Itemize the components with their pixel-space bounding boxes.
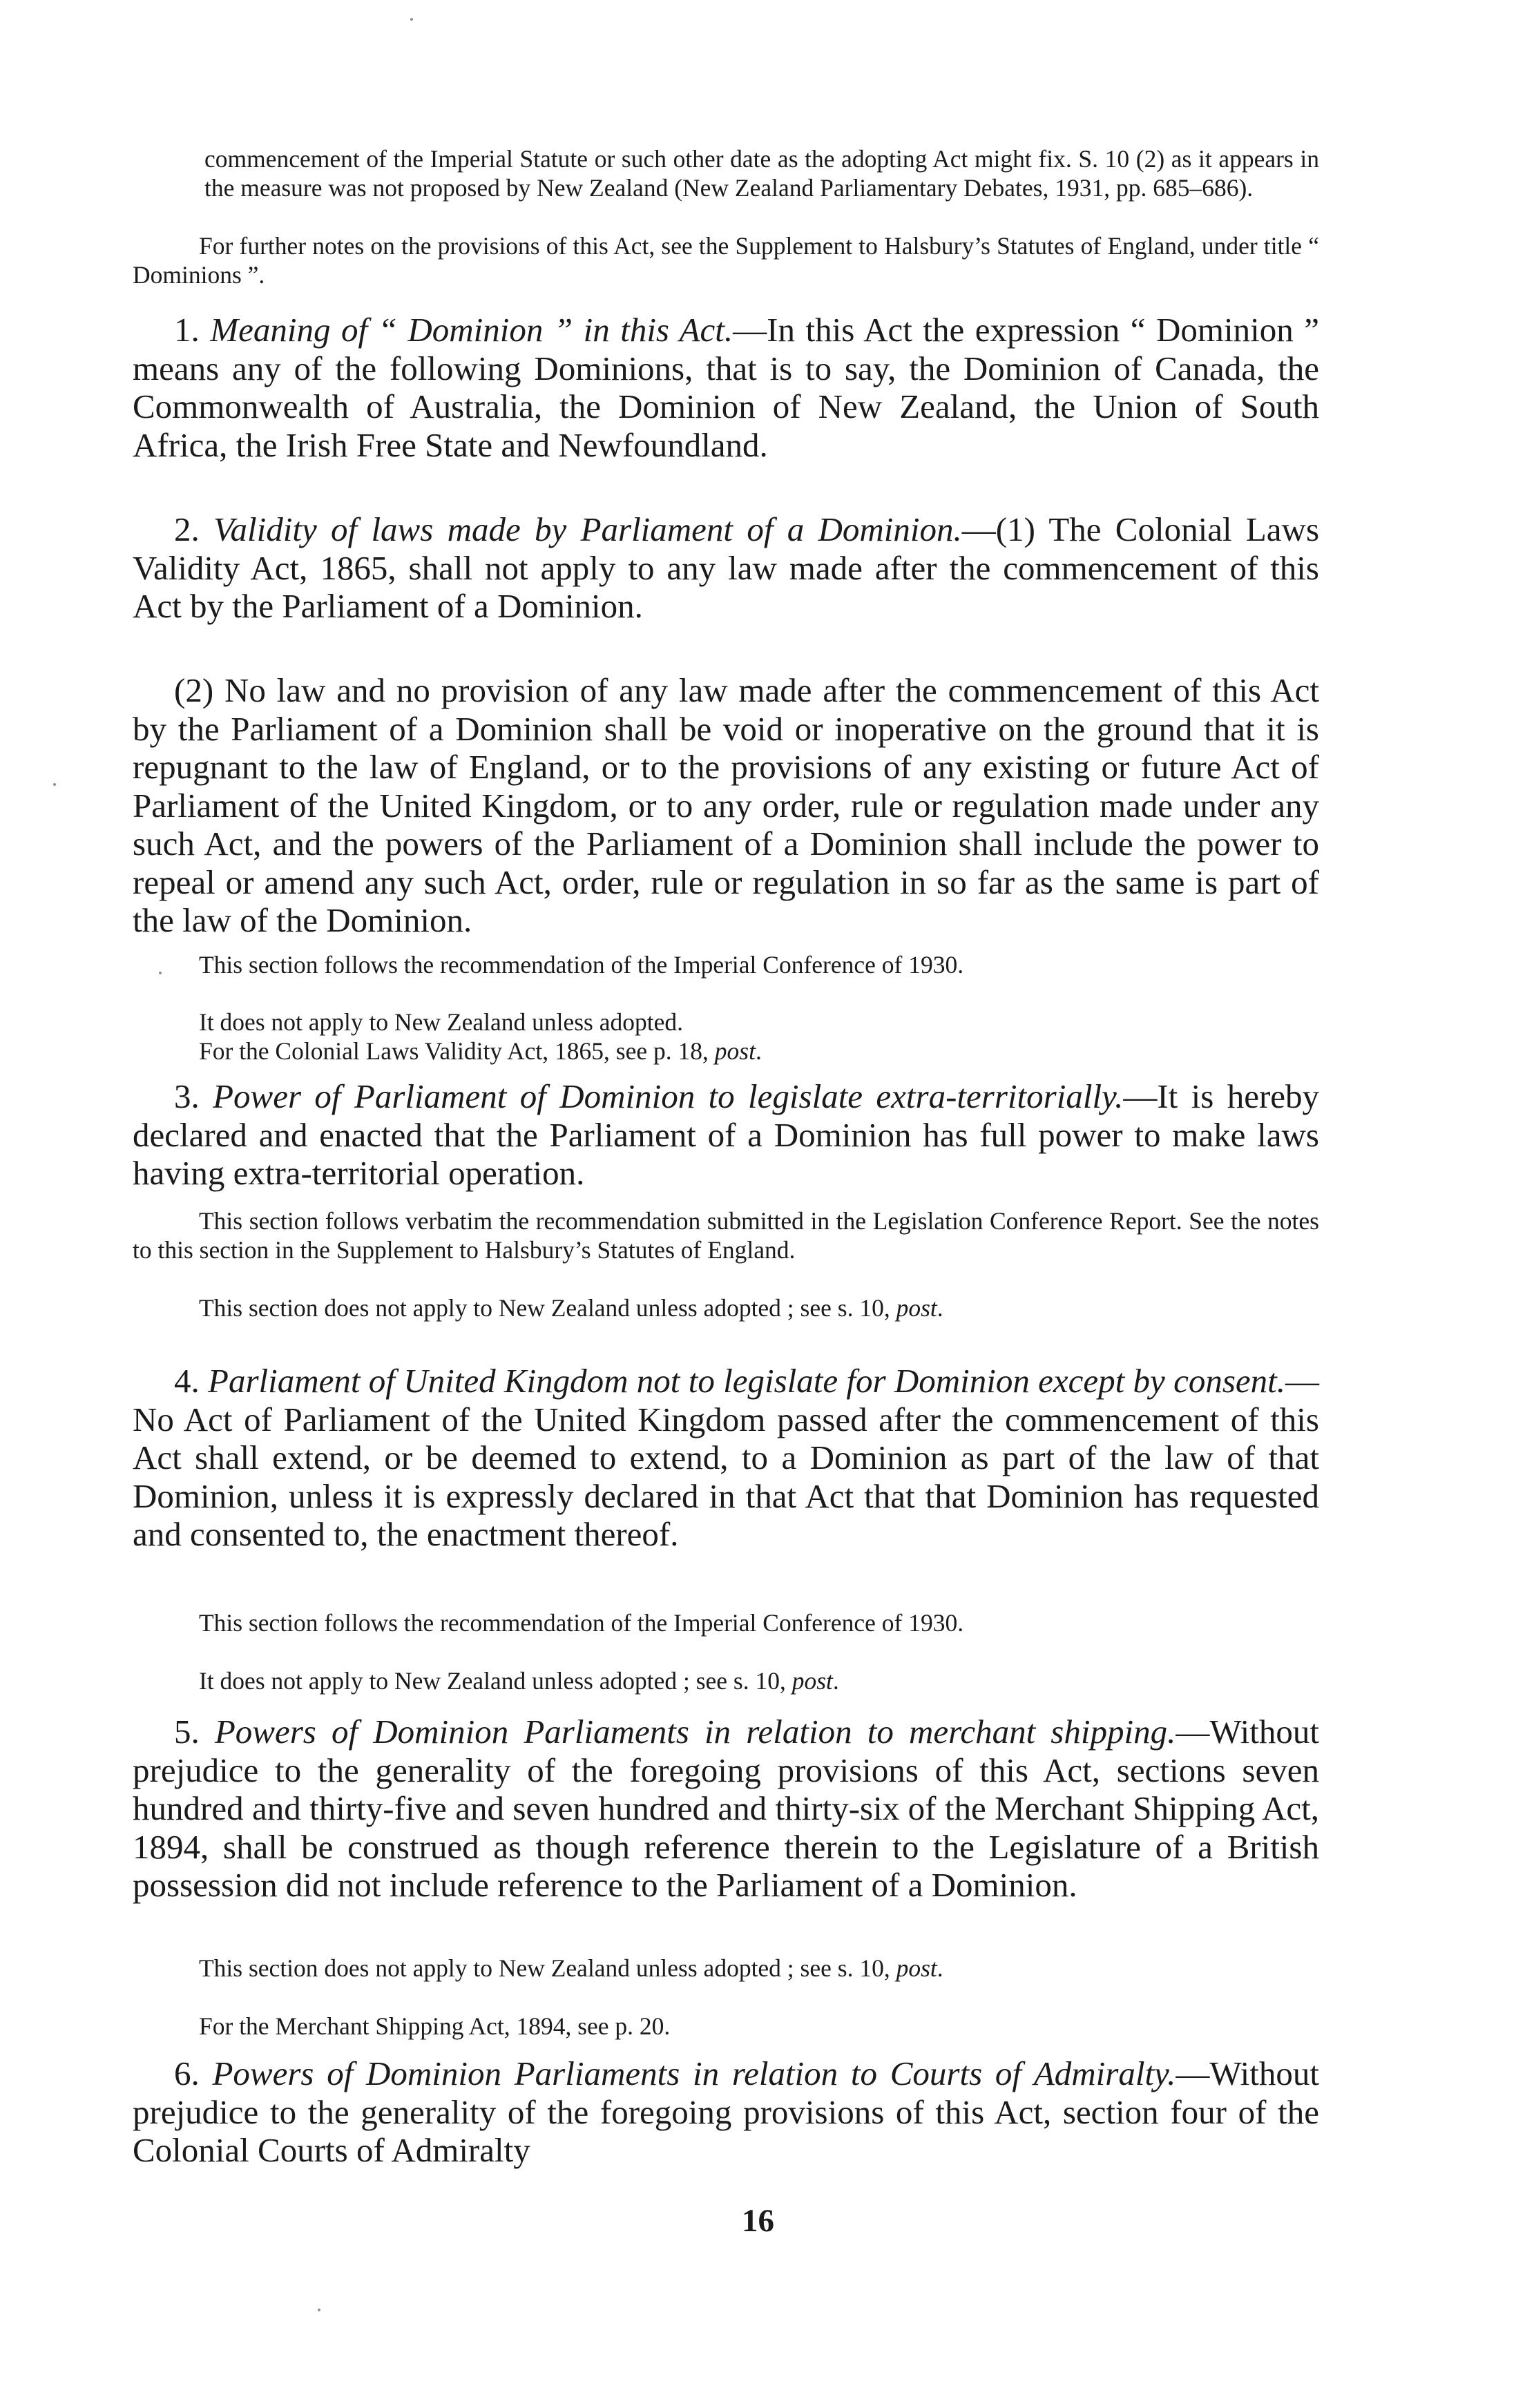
section-text: —It is hereby declared and enacted that the Parliament of a Dominion has full power to make laws having extra-territorial operation. (133, 1077, 1320, 1192)
note-text: This section does not apply to New Zealand unless adopted ; see s. 10, (199, 1954, 896, 1982)
section-4 (133, 1362, 1319, 1554)
note-punctuation: . (755, 1037, 762, 1065)
section-number: 1. (174, 311, 200, 349)
section-number: 2. (174, 510, 200, 548)
note-punctuation: . (937, 1954, 943, 1982)
note-post-italic: post (714, 1037, 756, 1065)
note-imperial-conference: This section follows the recommendation of the Imperial Conference of 1930. (199, 951, 964, 979)
section-1 (133, 311, 1319, 464)
section-heading: Powers of Dominion Parliaments in relation to Courts of Admiralty. (212, 2054, 1176, 2092)
note-post-italic: post (791, 1667, 833, 1695)
note-section-5-nz (133, 1954, 1319, 1983)
section-2-subsection-2: (2) No law and no provision of any law made after the commencement of this Act by the Parliament of a Dominion shall be void or inoperative on the ground that it is repugnant to the law of England, or to the provisions of any existing or future Act of Parliament of the United Kingdom, or to any order, rule or regulation made under any such Act, and the powers of the Parliament of a Dominion shall include the power to repeal or amend any such Act, order, rule or regulation in so far as the same is part of the law of the Dominion. (133, 671, 1319, 939)
section-text: —Without prejudice to the generality of the foregoing provisions of this Act, section four of the Colonial Courts of Admiralty (133, 2054, 1319, 2169)
section-number: 3. (174, 1077, 200, 1115)
section-text: —No Act of Parliament of the United Kingdom passed after the commencement of this Act shall extend, or be deemed to extend, to a Dominion as part of the law of that Dominion, unless it is expressly declared in that Act that that Dominion has requested and consented to, the enactment thereof. (133, 1362, 1320, 1553)
section-heading: Parliament of United Kingdom not to legislate for Dominion except by consent. (208, 1362, 1286, 1400)
section-text: —(1) The Colonial Laws Validity Act, 1865, shall not apply to any law made after the commencement of this Act by the Parliament of a Dominion. (133, 510, 1320, 625)
note-punctuation: . (832, 1667, 839, 1695)
section-text: —Without prejudice to the generality of the foregoing provisions of this Act, sections seven hundred and thirty-five and seven hundred and thirty-six of the Merchant Shipping Act, 1894, shall be construed as though reference therein to the Legislature of a British possession did not include reference to the Parliament of a Dominion. (133, 1713, 1319, 1904)
section-number: 6. (174, 2054, 200, 2092)
page-number: 16 (742, 2203, 774, 2239)
note-legislation-conference: This section follows verbatim the recommendation submitted in the Legislation Conference Report. See the notes to this section in the Supplement to Halsbury’s Statutes of England. (133, 1207, 1319, 1264)
note-post-italic: post (896, 1294, 937, 1322)
scan-speck (318, 2309, 320, 2311)
note-section-4-nz (133, 1667, 1319, 1696)
section-number: 4. (174, 1362, 200, 1400)
scan-speck (410, 18, 413, 21)
note-section-4-imperial: This section follows the recommendation of the Imperial Conference of 1930. (199, 1609, 964, 1637)
note-punctuation: . (937, 1294, 943, 1322)
section-heading: Powers of Dominion Parliaments in relation to merchant shipping. (214, 1713, 1176, 1751)
scan-speck (159, 972, 162, 974)
note-colonial-laws-reference (133, 1037, 1319, 1066)
note-text: This section does not apply to New Zealand unless adopted ; see s. 10, (199, 1294, 896, 1322)
note-text: For the Colonial Laws Validity Act, 1865, see p. 18, (199, 1037, 715, 1065)
section-2 (133, 510, 1319, 626)
note-merchant-shipping-reference: For the Merchant Shipping Act, 1894, see p. 20. (199, 2012, 671, 2040)
note-section-3-nz (133, 1294, 1319, 1323)
section-number: 5. (174, 1713, 200, 1751)
note-continuation: commencement of the Imperial Statute or such other date as the adopting Act might fix. S. 10 (2) as it appears in the measure was not proposed by New Zealand (New Zealand Parliamentary Debates, 1931, pp. 685–686). (204, 145, 1319, 202)
section-heading: Meaning of “ Dominion ” in this Act. (210, 311, 733, 349)
section-text: —In this Act the expression “ Dominion ” means any of the following Dominions, that is to say, the Dominion of Canada, the Commonwealth of Australia, the Dominion of New Zealand, the Union of South Africa, the Irish Free State and Newfoundland. (133, 311, 1320, 464)
section-heading: Power of Parliament of Dominion to legislate extra-territorially. (213, 1077, 1124, 1115)
note-nz-adoption: It does not apply to New Zealand unless adopted. (199, 1008, 683, 1036)
note-supplement-reference: For further notes on the provisions of this Act, see the Supplement to Halsbury’s Statutes of England, under title “ Dominions ”. (133, 232, 1319, 289)
section-heading: Validity of laws made by Parliament of a Dominion. (213, 510, 962, 548)
section-6 (133, 2054, 1319, 2170)
section-5 (133, 1713, 1319, 1905)
scan-speck (53, 783, 56, 786)
note-text: It does not apply to New Zealand unless adopted ; see s. 10, (199, 1667, 792, 1695)
section-3 (133, 1077, 1319, 1193)
note-post-italic: post (896, 1954, 937, 1982)
